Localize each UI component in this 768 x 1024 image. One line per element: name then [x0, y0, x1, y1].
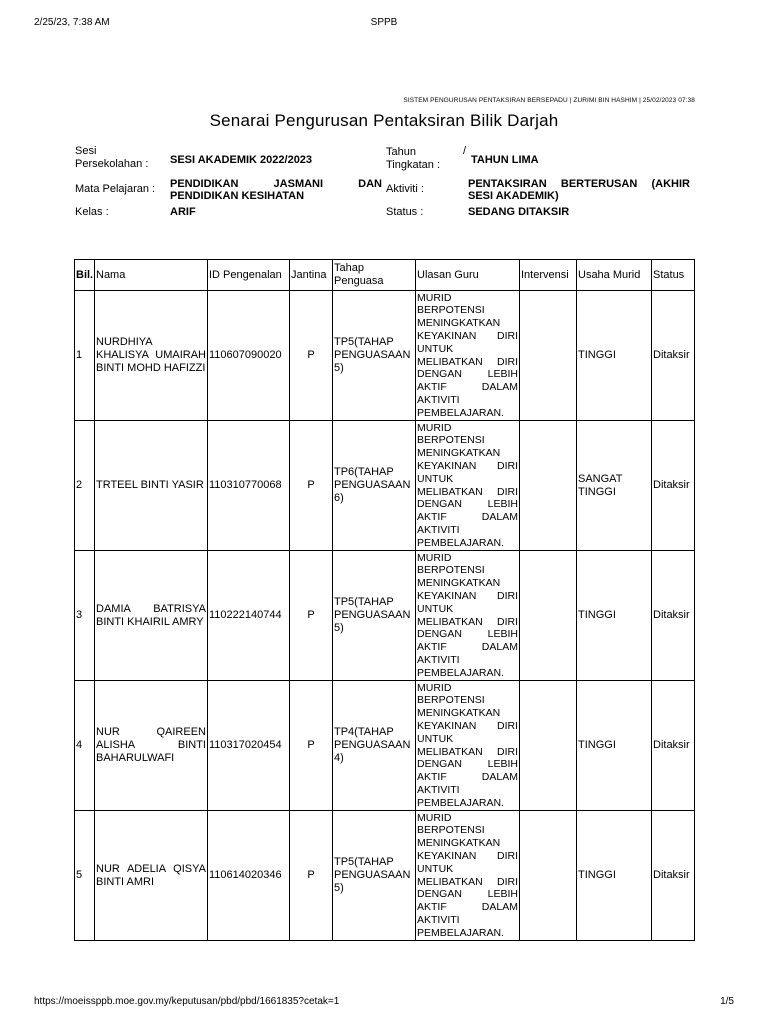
cell-usaha: TINGGI — [577, 681, 652, 811]
aktiviti-label: Aktiviti : — [386, 183, 424, 195]
assessment-table — [74, 259, 695, 941]
table-row — [75, 291, 695, 421]
cell-usaha: TINGGI — [577, 811, 652, 941]
cell-id: 110607090020 — [208, 291, 290, 421]
cell-tahap: TP5(TAHAP PENGUASAAN 5) — [333, 551, 416, 681]
cell-tahap: TP6(TAHAP PENGUASAAN 6) — [333, 421, 416, 551]
cell-ulasan: MURID BERPOTENSI MENINGKATKAN KEYAKINAN DIRI UNTUK MELIBATKAN DIRI DENGAN LEBIH AKTIF DALAM AKTIVITI PEMBELAJARAN. — [417, 551, 518, 679]
table-header-row — [75, 260, 695, 291]
cell-nama: NUR QAIREEN ALISHA BINTI BAHARULWAFI — [95, 681, 208, 811]
cell-status: Ditaksir — [652, 811, 695, 941]
print-header — [34, 17, 734, 31]
cell-status: Ditaksir — [652, 551, 695, 681]
status-label: Status : — [386, 206, 424, 218]
cell-nama: NUR ADELIA QISYA BINTI AMRI — [95, 811, 208, 941]
cell-status: Ditaksir — [652, 681, 695, 811]
print-datetime: 2/25/23, 7:38 AM — [34, 17, 110, 28]
cell-jantina: P — [290, 681, 333, 811]
cell-usaha: TINGGI — [577, 291, 652, 421]
col-header-id: ID Pengenalan — [208, 260, 290, 291]
print-page-title: SPPB — [370, 17, 398, 28]
cell-bil: 5 — [75, 811, 95, 941]
cell-intervensi — [520, 291, 577, 421]
mata-pelajaran-value: PENDIDIKAN JASMANI DAN PENDIDIKAN KESIHATAN — [170, 178, 382, 202]
cell-bil: 2 — [75, 421, 95, 551]
page-title: Senarai Pengurusan Pentaksiran Bilik Darjah — [209, 111, 559, 130]
tahun-value: TAHUN LIMA — [471, 154, 539, 166]
table-row — [75, 421, 695, 551]
col-header-jantina: Jantina — [290, 260, 333, 291]
cell-jantina: P — [290, 551, 333, 681]
cell-id: 110310770068 — [208, 421, 290, 551]
cell-nama: TRTEEL BINTI YASIR — [95, 421, 208, 551]
status-value: SEDANG DITAKSIR — [468, 206, 570, 218]
col-header-usaha: Usaha Murid — [577, 260, 652, 291]
cell-usaha: SANGAT TINGGI — [577, 421, 652, 551]
cell-id: 110614020346 — [208, 811, 290, 941]
cell-intervensi — [520, 811, 577, 941]
page-url-link[interactable]: https://moeissppb.moe.gov.my/keputusan/pbd/pbd/1661835?cetak=1 — [34, 996, 340, 1007]
col-header-ulasan: Ulasan Guru — [416, 260, 520, 291]
cell-ulasan: MURID BERPOTENSI MENINGKATKAN KEYAKINAN DIRI UNTUK MELIBATKAN DIRI DENGAN LEBIH AKTIF DALAM AKTIVITI PEMBELAJARAN. — [417, 421, 518, 549]
mata-pelajaran-label: Mata Pelajaran : — [75, 183, 156, 195]
cell-id: 110317020454 — [208, 681, 290, 811]
table-row — [75, 551, 695, 681]
page-number: 1/5 — [720, 996, 734, 1007]
tahun-slash: / — [463, 145, 467, 157]
cell-ulasan: MURID BERPOTENSI MENINGKATKAN KEYAKINAN DIRI UNTUK MELIBATKAN DIRI DENGAN LEBIH AKTIF DALAM AKTIVITI PEMBELAJARAN. — [417, 681, 518, 809]
cell-tahap: TP5(TAHAP PENGUASAAN 5) — [333, 811, 416, 941]
cell-nama: NURDHIYA KHALISYA UMAIRAH BINTI MOHD HAFIZZI — [95, 291, 208, 421]
cell-intervensi — [520, 551, 577, 681]
table-row — [75, 811, 695, 941]
sesi-label-1: Sesi — [75, 145, 97, 157]
cell-ulasan: MURID BERPOTENSI MENINGKATKAN KEYAKINAN DIRI UNTUK MELIBATKAN DIRI DENGAN LEBIH AKTIF DALAM AKTIVITI PEMBELAJARAN. — [417, 291, 518, 419]
cell-status: Ditaksir — [652, 291, 695, 421]
col-header-bil: Bil. — [75, 260, 95, 291]
cell-intervensi — [520, 681, 577, 811]
cell-bil: 1 — [75, 291, 95, 421]
cell-bil: 4 — [75, 681, 95, 811]
cell-id: 110222140744 — [208, 551, 290, 681]
tahun-label-1: Tahun — [386, 146, 416, 158]
kelas-value: ARIF — [170, 206, 196, 218]
aktiviti-value: PENTAKSIRAN BERTERUSAN (AKHIR SESI AKADEMIK) — [468, 178, 690, 202]
cell-jantina: P — [290, 421, 333, 551]
sesi-label-2: Persekolahan : — [75, 158, 149, 170]
system-line: SISTEM PENGURUSAN PENTAKSIRAN BERSEPADU | ZURIMI BIN HASHIM | 25/02/2023 07:38 — [403, 97, 695, 104]
cell-status: Ditaksir — [652, 421, 695, 551]
cell-bil: 3 — [75, 551, 95, 681]
cell-usaha: TINGGI — [577, 551, 652, 681]
col-header-tahap: Tahap Penguasa — [333, 260, 416, 291]
col-header-intervensi: Intervensi — [520, 260, 577, 291]
cell-tahap: TP4(TAHAP PENGUASAAN 4) — [333, 681, 416, 811]
cell-ulasan: MURID BERPOTENSI MENINGKATKAN KEYAKINAN DIRI UNTUK MELIBATKAN DIRI DENGAN LEBIH AKTIF DALAM AKTIVITI PEMBELAJARAN. — [417, 811, 518, 939]
cell-nama: DAMIA BATRISYA BINTI KHAIRIL AMRY — [95, 551, 208, 681]
cell-intervensi — [520, 421, 577, 551]
table-row — [75, 681, 695, 811]
col-header-nama: Nama — [95, 260, 208, 291]
print-footer — [34, 996, 734, 1010]
cell-jantina: P — [290, 291, 333, 421]
col-header-status: Status — [652, 260, 695, 291]
cell-jantina: P — [290, 811, 333, 941]
sesi-value: SESI AKADEMIK 2022/2023 — [170, 154, 313, 166]
kelas-label: Kelas : — [75, 206, 109, 218]
cell-tahap: TP5(TAHAP PENGUASAAN 5) — [333, 291, 416, 421]
tahun-label-2: Tingkatan : — [386, 159, 441, 171]
